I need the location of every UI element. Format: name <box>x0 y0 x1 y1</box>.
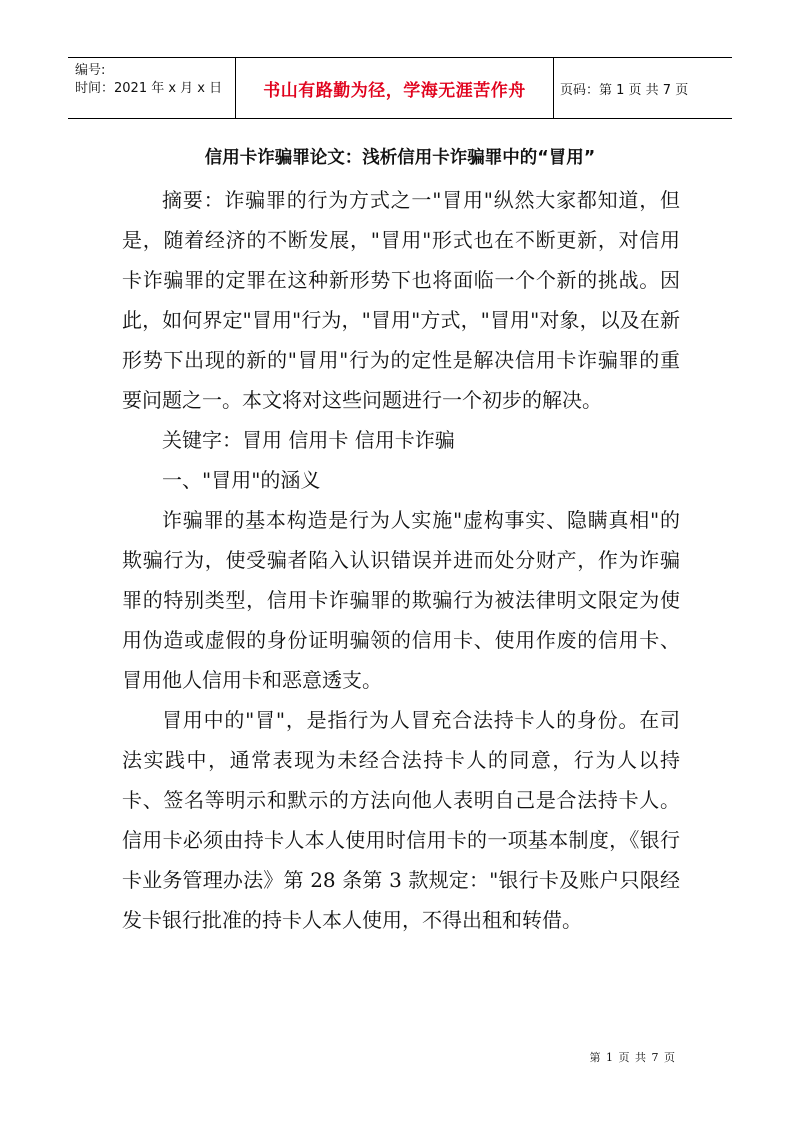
document-title: 信用卡诈骗罪论文：浅析信用卡诈骗罪中的“冒用” <box>204 148 596 168</box>
body-paragraph: 诈骗罪的基本构造是行为人实施"虚构事实、隐瞒真相"的欺骗行为，使受骗者陷入认识错误并进而处分财产，作为诈骗罪的特别类型，信用卡诈骗罪的欺骗行为被法律明文限定为使用伪造或虚假的身份证明骗领的信用卡、使用作废的信用卡、冒用他人信用卡和恶意透支。 <box>122 508 680 692</box>
number-label: 编号: <box>75 63 106 78</box>
header-info-cell <box>68 58 236 118</box>
page-info: 页码：第 1 页 共 7 页 <box>560 82 689 98</box>
keywords-paragraph: 关键字：冒用 信用卡 信用卡诈骗 <box>162 428 455 452</box>
document-header <box>68 57 732 119</box>
body-paragraph: 冒用中的"冒"，是指行为人冒充合法持卡人的身份。在司法实践中，通常表现为未经合法持卡人的同意，行为人以持卡、签名等明示和默示的方法向他人表明自己是合法持卡人。信用卡必须由持卡人本人使用时信用卡的一项基本制度，《银行卡业务管理办法》第 28 条第 3 款规定："银行卡及账户只限经发卡银行批准的持卡人本人使用，不得出租和转借。 <box>122 708 680 932</box>
document-body <box>122 180 680 940</box>
motto: 书山有路勤为径，学海无涯苦作舟 <box>236 58 554 118</box>
abstract-paragraph: 摘要：诈骗罪的行为方式之一"冒用"纵然大家都知道，但是，随着经济的不断发展，"冒用"形式也在不断更新，对信用卡诈骗罪的定罪在这种新形势下也将面临一个个新的挑战。因此，如何界定"冒用"行为，"冒用"方式，"冒用"对象，以及在新形势下出现的新的"冒用"行为的定性是解决信用卡诈骗罪的重要问题之一。本文将对这些问题进行一个初步的解决。 <box>122 188 680 412</box>
section-heading: 一、"冒用"的涵义 <box>162 468 321 492</box>
page-footer: 第 1 页 共 7 页 <box>589 1051 676 1064</box>
time-label: 时间：2021 年 x 月 x 日 <box>75 81 223 96</box>
